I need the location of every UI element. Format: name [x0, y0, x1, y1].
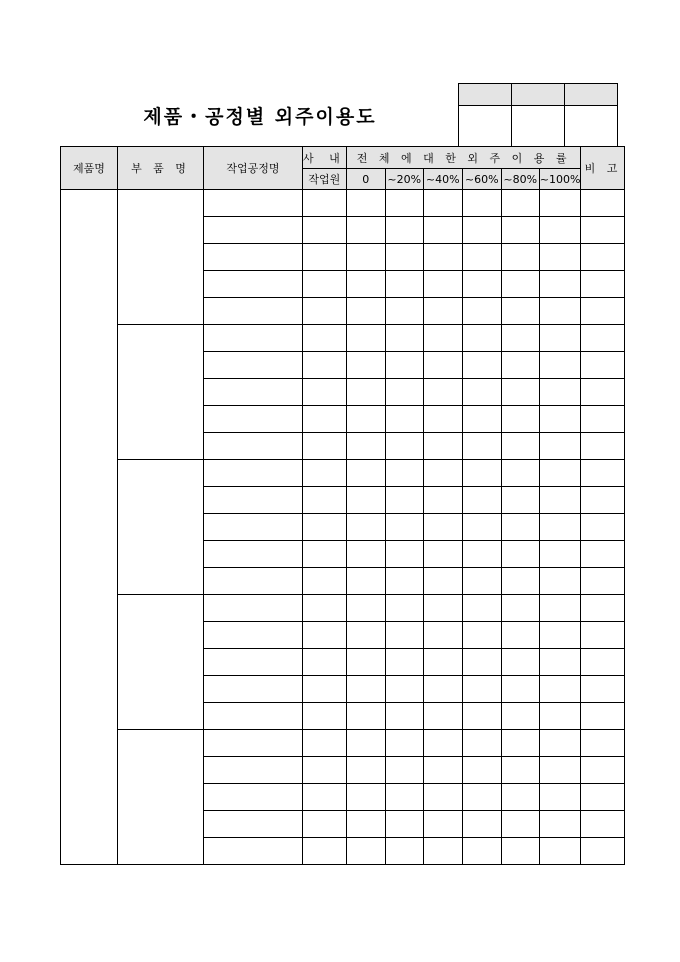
rate-cell[interactable] — [346, 379, 385, 406]
rate-cell[interactable] — [539, 703, 581, 730]
in-house-worker-cell[interactable] — [303, 676, 347, 703]
work-process-cell[interactable] — [204, 379, 303, 406]
rate-cell[interactable] — [539, 595, 581, 622]
rate-cell[interactable] — [385, 541, 423, 568]
rate-cell[interactable] — [423, 757, 462, 784]
rate-cell[interactable] — [385, 271, 423, 298]
rate-cell[interactable] — [385, 244, 423, 271]
remarks-cell[interactable] — [581, 730, 625, 757]
rate-cell[interactable] — [501, 703, 539, 730]
document-title: 제품・공정별 외주이용도 — [143, 106, 377, 128]
work-process-cell[interactable] — [204, 757, 303, 784]
rate-cell[interactable] — [385, 622, 423, 649]
rate-cell[interactable] — [462, 676, 501, 703]
remarks-cell[interactable] — [581, 271, 625, 298]
rate-cell[interactable] — [501, 379, 539, 406]
header-product-name: 제품명 — [61, 147, 118, 190]
rate-cell[interactable] — [539, 541, 581, 568]
rate-cell[interactable] — [501, 325, 539, 352]
work-process-cell[interactable] — [204, 271, 303, 298]
rate-col-60: ~60% — [462, 169, 501, 190]
work-process-cell[interactable] — [204, 406, 303, 433]
rate-cell[interactable] — [539, 514, 581, 541]
table-row — [61, 460, 625, 487]
rate-cell[interactable] — [501, 352, 539, 379]
in-house-worker-cell[interactable] — [303, 352, 347, 379]
part-name-cell[interactable] — [118, 190, 204, 325]
remarks-cell[interactable] — [581, 838, 625, 865]
header-in-house-bottom: 작업원 — [303, 169, 347, 190]
rate-cell[interactable] — [385, 379, 423, 406]
rate-cell[interactable] — [462, 811, 501, 838]
rate-cell[interactable] — [462, 649, 501, 676]
rate-cell[interactable] — [462, 433, 501, 460]
rate-cell[interactable] — [423, 325, 462, 352]
work-process-cell[interactable] — [204, 703, 303, 730]
in-house-worker-cell[interactable] — [303, 379, 347, 406]
rate-cell[interactable] — [346, 514, 385, 541]
rate-cell[interactable] — [501, 190, 539, 217]
rate-cell[interactable] — [462, 730, 501, 757]
rate-cell[interactable] — [423, 811, 462, 838]
rate-cell[interactable] — [539, 487, 581, 514]
work-process-cell[interactable] — [204, 622, 303, 649]
rate-cell[interactable] — [423, 676, 462, 703]
approval-sign-cell[interactable] — [512, 106, 565, 149]
work-process-cell[interactable] — [204, 217, 303, 244]
part-name-cell[interactable] — [118, 730, 204, 865]
rate-cell[interactable] — [346, 622, 385, 649]
rate-col-20: ~20% — [385, 169, 423, 190]
rate-cell[interactable] — [346, 649, 385, 676]
work-process-cell[interactable] — [204, 325, 303, 352]
remarks-cell[interactable] — [581, 379, 625, 406]
rate-cell[interactable] — [346, 838, 385, 865]
rate-cell[interactable] — [501, 757, 539, 784]
work-process-cell[interactable] — [204, 811, 303, 838]
in-house-worker-cell[interactable] — [303, 595, 347, 622]
rate-cell[interactable] — [385, 649, 423, 676]
work-process-cell[interactable] — [204, 568, 303, 595]
rate-cell[interactable] — [346, 460, 385, 487]
rate-cell[interactable] — [423, 514, 462, 541]
rate-cell[interactable] — [423, 730, 462, 757]
in-house-worker-cell[interactable] — [303, 757, 347, 784]
rate-cell[interactable] — [539, 460, 581, 487]
remarks-cell[interactable] — [581, 190, 625, 217]
remarks-cell[interactable] — [581, 325, 625, 352]
rate-cell[interactable] — [501, 244, 539, 271]
rate-cell[interactable] — [423, 595, 462, 622]
rate-cell[interactable] — [462, 541, 501, 568]
in-house-worker-cell[interactable] — [303, 217, 347, 244]
rate-cell[interactable] — [423, 622, 462, 649]
rate-cell[interactable] — [385, 406, 423, 433]
rate-cell[interactable] — [462, 244, 501, 271]
in-house-worker-cell[interactable] — [303, 325, 347, 352]
rate-cell[interactable] — [423, 487, 462, 514]
in-house-worker-cell[interactable] — [303, 568, 347, 595]
approval-sign-cell[interactable] — [565, 106, 618, 149]
rate-cell[interactable] — [346, 244, 385, 271]
header-in-house-top: 사 내 — [303, 147, 347, 169]
work-process-cell[interactable] — [204, 244, 303, 271]
rate-cell[interactable] — [539, 568, 581, 595]
rate-cell[interactable] — [501, 595, 539, 622]
header-work-process: 작업공정명 — [204, 147, 303, 190]
rate-cell[interactable] — [462, 298, 501, 325]
rate-cell[interactable] — [501, 811, 539, 838]
rate-cell[interactable] — [539, 406, 581, 433]
remarks-cell[interactable] — [581, 244, 625, 271]
rate-cell[interactable] — [423, 217, 462, 244]
rate-cell[interactable] — [346, 217, 385, 244]
rate-col-100: ~100% — [539, 169, 581, 190]
rate-cell[interactable] — [462, 460, 501, 487]
rate-cell[interactable] — [539, 433, 581, 460]
work-process-cell[interactable] — [204, 433, 303, 460]
rate-cell[interactable] — [539, 622, 581, 649]
rate-cell[interactable] — [501, 514, 539, 541]
rate-cell[interactable] — [501, 433, 539, 460]
in-house-worker-cell[interactable] — [303, 703, 347, 730]
rate-cell[interactable] — [462, 784, 501, 811]
rate-cell[interactable] — [423, 352, 462, 379]
rate-cell[interactable] — [346, 487, 385, 514]
rate-cell[interactable] — [539, 811, 581, 838]
approval-header-cell[interactable] — [565, 84, 618, 106]
rate-cell[interactable] — [539, 325, 581, 352]
rate-cell[interactable] — [462, 838, 501, 865]
rate-cell[interactable] — [501, 406, 539, 433]
rate-cell[interactable] — [423, 406, 462, 433]
in-house-worker-cell[interactable] — [303, 811, 347, 838]
remarks-cell[interactable] — [581, 757, 625, 784]
rate-cell[interactable] — [385, 217, 423, 244]
rate-cell[interactable] — [539, 244, 581, 271]
rate-cell[interactable] — [346, 190, 385, 217]
in-house-worker-cell[interactable] — [303, 622, 347, 649]
rate-cell[interactable] — [423, 244, 462, 271]
in-house-worker-cell[interactable] — [303, 244, 347, 271]
work-process-cell[interactable] — [204, 838, 303, 865]
work-process-cell[interactable] — [204, 541, 303, 568]
rate-cell[interactable] — [346, 271, 385, 298]
rate-col-80: ~80% — [501, 169, 539, 190]
rate-cell[interactable] — [539, 379, 581, 406]
header-remarks: 비 고 — [581, 147, 625, 190]
rate-cell[interactable] — [501, 487, 539, 514]
rate-cell[interactable] — [462, 595, 501, 622]
rate-cell[interactable] — [462, 703, 501, 730]
remarks-cell[interactable] — [581, 514, 625, 541]
part-name-cell[interactable] — [118, 325, 204, 460]
remarks-cell[interactable] — [581, 568, 625, 595]
in-house-worker-cell[interactable] — [303, 541, 347, 568]
rate-cell[interactable] — [539, 838, 581, 865]
rate-cell[interactable] — [346, 703, 385, 730]
remarks-cell[interactable] — [581, 298, 625, 325]
rate-cell[interactable] — [346, 298, 385, 325]
rate-cell[interactable] — [385, 190, 423, 217]
table-row — [61, 190, 625, 217]
rate-cell[interactable] — [346, 433, 385, 460]
approval-header-cell[interactable] — [459, 84, 512, 106]
rate-cell[interactable] — [501, 460, 539, 487]
in-house-worker-cell[interactable] — [303, 271, 347, 298]
rate-cell[interactable] — [462, 325, 501, 352]
product-name-cell[interactable] — [61, 190, 118, 865]
work-process-cell[interactable] — [204, 190, 303, 217]
rate-cell[interactable] — [385, 298, 423, 325]
rate-cell[interactable] — [501, 568, 539, 595]
remarks-cell[interactable] — [581, 595, 625, 622]
rate-cell[interactable] — [501, 784, 539, 811]
in-house-worker-cell[interactable] — [303, 838, 347, 865]
work-process-cell[interactable] — [204, 676, 303, 703]
rate-cell[interactable] — [462, 757, 501, 784]
rate-cell[interactable] — [539, 271, 581, 298]
rate-cell[interactable] — [385, 568, 423, 595]
remarks-cell[interactable] — [581, 541, 625, 568]
rate-cell[interactable] — [385, 460, 423, 487]
rate-cell[interactable] — [346, 784, 385, 811]
rate-cell[interactable] — [385, 784, 423, 811]
rate-cell[interactable] — [501, 541, 539, 568]
rate-cell[interactable] — [462, 217, 501, 244]
rate-cell[interactable] — [501, 649, 539, 676]
part-name-cell[interactable] — [118, 460, 204, 595]
rate-cell[interactable] — [462, 487, 501, 514]
remarks-cell[interactable] — [581, 676, 625, 703]
in-house-worker-cell[interactable] — [303, 487, 347, 514]
in-house-worker-cell[interactable] — [303, 730, 347, 757]
rate-cell[interactable] — [346, 352, 385, 379]
rate-cell[interactable] — [462, 352, 501, 379]
in-house-worker-cell[interactable] — [303, 784, 347, 811]
rate-cell[interactable] — [385, 757, 423, 784]
rate-cell[interactable] — [423, 703, 462, 730]
rate-cell[interactable] — [346, 568, 385, 595]
rate-cell[interactable] — [346, 595, 385, 622]
work-process-cell[interactable] — [204, 298, 303, 325]
rate-cell[interactable] — [346, 811, 385, 838]
rate-cell[interactable] — [346, 325, 385, 352]
rate-col-40: ~40% — [423, 169, 462, 190]
in-house-worker-cell[interactable] — [303, 190, 347, 217]
rate-cell[interactable] — [385, 433, 423, 460]
work-process-cell[interactable] — [204, 460, 303, 487]
rate-cell[interactable] — [423, 298, 462, 325]
rate-cell[interactable] — [385, 487, 423, 514]
rate-cell[interactable] — [423, 460, 462, 487]
rate-cell[interactable] — [385, 676, 423, 703]
rate-cell[interactable] — [501, 838, 539, 865]
rate-cell[interactable] — [501, 622, 539, 649]
in-house-worker-cell[interactable] — [303, 649, 347, 676]
remarks-cell[interactable] — [581, 811, 625, 838]
work-process-cell[interactable] — [204, 595, 303, 622]
rate-cell[interactable] — [501, 730, 539, 757]
rate-cell[interactable] — [346, 406, 385, 433]
in-house-worker-cell[interactable] — [303, 298, 347, 325]
work-process-cell[interactable] — [204, 730, 303, 757]
rate-cell[interactable] — [385, 838, 423, 865]
remarks-cell[interactable] — [581, 352, 625, 379]
approval-sign-cell[interactable] — [459, 106, 512, 149]
rate-cell[interactable] — [539, 757, 581, 784]
outsourcing-table — [60, 146, 625, 865]
rate-cell[interactable] — [539, 649, 581, 676]
rate-cell[interactable] — [539, 298, 581, 325]
work-process-cell[interactable] — [204, 487, 303, 514]
rate-cell[interactable] — [539, 676, 581, 703]
rate-cell[interactable] — [462, 514, 501, 541]
rate-cell[interactable] — [385, 352, 423, 379]
remarks-cell[interactable] — [581, 460, 625, 487]
rate-cell[interactable] — [346, 730, 385, 757]
work-process-cell[interactable] — [204, 352, 303, 379]
approval-header-cell[interactable] — [512, 84, 565, 106]
remarks-cell[interactable] — [581, 703, 625, 730]
rate-cell[interactable] — [346, 541, 385, 568]
header-part-name: 부 품 명 — [118, 147, 204, 190]
rate-cell[interactable] — [385, 325, 423, 352]
rate-cell[interactable] — [423, 649, 462, 676]
in-house-worker-cell[interactable] — [303, 433, 347, 460]
rate-cell[interactable] — [462, 406, 501, 433]
rate-cell[interactable] — [423, 190, 462, 217]
remarks-cell[interactable] — [581, 622, 625, 649]
in-house-worker-cell[interactable] — [303, 514, 347, 541]
rate-cell[interactable] — [423, 784, 462, 811]
rate-cell[interactable] — [423, 271, 462, 298]
rate-cell[interactable] — [462, 379, 501, 406]
rate-cell[interactable] — [346, 676, 385, 703]
rate-cell[interactable] — [539, 217, 581, 244]
work-process-cell[interactable] — [204, 784, 303, 811]
rate-cell[interactable] — [539, 352, 581, 379]
rate-cell[interactable] — [501, 676, 539, 703]
header-outsourcing-rate: 전 체 에 대 한 외 주 이 용 률 — [346, 147, 581, 169]
rate-cell[interactable] — [423, 433, 462, 460]
rate-cell[interactable] — [501, 298, 539, 325]
rate-cell[interactable] — [385, 595, 423, 622]
rate-cell[interactable] — [462, 568, 501, 595]
rate-cell[interactable] — [385, 730, 423, 757]
rate-cell[interactable] — [423, 379, 462, 406]
rate-cell[interactable] — [385, 811, 423, 838]
rate-cell[interactable] — [539, 190, 581, 217]
remarks-cell[interactable] — [581, 487, 625, 514]
approval-box — [458, 83, 618, 149]
remarks-cell[interactable] — [581, 784, 625, 811]
table-row — [61, 325, 625, 352]
rate-cell[interactable] — [385, 703, 423, 730]
rate-cell[interactable] — [462, 190, 501, 217]
rate-cell[interactable] — [462, 622, 501, 649]
remarks-cell[interactable] — [581, 649, 625, 676]
remarks-cell[interactable] — [581, 406, 625, 433]
table-row — [61, 595, 625, 622]
rate-cell[interactable] — [501, 271, 539, 298]
in-house-worker-cell[interactable] — [303, 460, 347, 487]
rate-col-0: 0 — [346, 169, 385, 190]
rate-cell[interactable] — [346, 757, 385, 784]
rate-cell[interactable] — [501, 217, 539, 244]
rate-cell[interactable] — [423, 541, 462, 568]
rate-cell[interactable] — [462, 271, 501, 298]
rate-cell[interactable] — [539, 784, 581, 811]
remarks-cell[interactable] — [581, 217, 625, 244]
rate-cell[interactable] — [423, 568, 462, 595]
remarks-cell[interactable] — [581, 433, 625, 460]
work-process-cell[interactable] — [204, 514, 303, 541]
rate-cell[interactable] — [539, 730, 581, 757]
rate-cell[interactable] — [385, 514, 423, 541]
table-row — [61, 730, 625, 757]
in-house-worker-cell[interactable] — [303, 406, 347, 433]
rate-cell[interactable] — [423, 838, 462, 865]
work-process-cell[interactable] — [204, 649, 303, 676]
part-name-cell[interactable] — [118, 595, 204, 730]
